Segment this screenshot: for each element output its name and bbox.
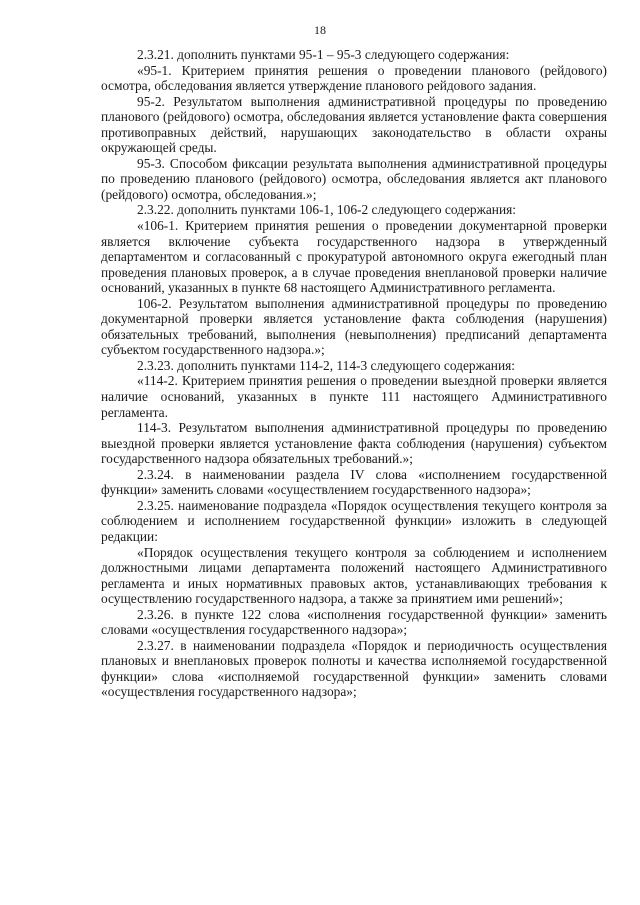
- paragraph-2-3-25: 2.3.25. наименование подраздела «Порядок осуществления текущего контроля за соблюдением и исполнением государственной функции» изложить в следующей редакции:: [101, 497, 607, 544]
- paragraph-114-3: 114-3. Результатом выполнения административной процедуры по проведению выездной проверки является установление факта соблюдения (нарушения) субъектом государственного надзора обязательных требований.»;: [101, 420, 607, 467]
- paragraph-2-3-23: 2.3.23. дополнить пунктами 114-2, 114-3 следующего содержания:: [137, 357, 515, 373]
- paragraph-2-3-27: 2.3.27. в наименовании подраздела «Порядок и периодичность осуществления плановых и внеплановых проверок полноты и качества исполняемой государственной функции» слова «исполняемой государственной функции» заменить словами «осуществления государственного надзора»;: [101, 637, 607, 700]
- page-number: 18: [314, 23, 326, 37]
- document-body: [101, 47, 607, 700]
- paragraph-106-1: «106-1. Критерием принятия решения о проведении документарной проверки является включение субъекта государственного надзора в утвержденный департаментом и согласованный с прокуратурой автономного округа ежегодный план проведения плановых проверок, а в случае проведения внеплановой проверки наличие оснований, указанных в пункте 68 настоящего Административного регламента.: [101, 218, 607, 296]
- paragraph-95-2: 95-2. Результатом выполнения административной процедуры по проведению планового (рейдового) осмотра, обследования является установление факта совершения противоправных действий, нарушающих законодательство в области охраны окружающей среды.: [101, 93, 607, 156]
- paragraph-2-3-21: 2.3.21. дополнить пунктами 95-1 – 95-3 следующего содержания:: [137, 47, 510, 62]
- paragraph-95-3: 95-3. Способом фиксации результата выполнения административной процедуры по проведению планового (рейдового) осмотра, обследования является акт планового (рейдового) осмотра, обследования.»;: [101, 155, 607, 202]
- paragraph-2-3-26: 2.3.26. в пункте 122 слова «исполнения государственной функции» заменить словами «осуществления государственного надзора»;: [101, 606, 607, 638]
- paragraph-new-subsection-title: «Порядок осуществления текущего контроля за соблюдением и исполнением должностными лицами департамента положений настоящего Административного регламента и иных нормативных правовых актов, устанавливающих требования к осуществлению государственного надзора, а также за принятием ими решений»;: [101, 544, 607, 607]
- paragraph-106-2: 106-2. Результатом выполнения административной процедуры по проведению документарной проверки является установление факта соблюдения (нарушения) обязательных требований, выполнения (невыполнения) предписаний департамента субъектом государственного надзора.»;: [101, 295, 607, 358]
- paragraph-2-3-22: 2.3.22. дополнить пунктами 106-1, 106-2 следующего содержания:: [137, 202, 516, 218]
- paragraph-95-1: «95-1. Критерием принятия решения о проведении планового (рейдового) осмотра, обследования является утверждение планового рейдового задания.: [101, 62, 607, 94]
- paragraph-2-3-24: 2.3.24. в наименовании раздела IV слова «исполнением государственной функции» заменить словами «осуществлением государственного надзора»;: [101, 466, 607, 498]
- paragraph-114-2: «114-2. Критерием принятия решения о проведении выездной проверки является наличие оснований, указанных в пункте 111 настоящего Административного регламента.: [101, 373, 607, 420]
